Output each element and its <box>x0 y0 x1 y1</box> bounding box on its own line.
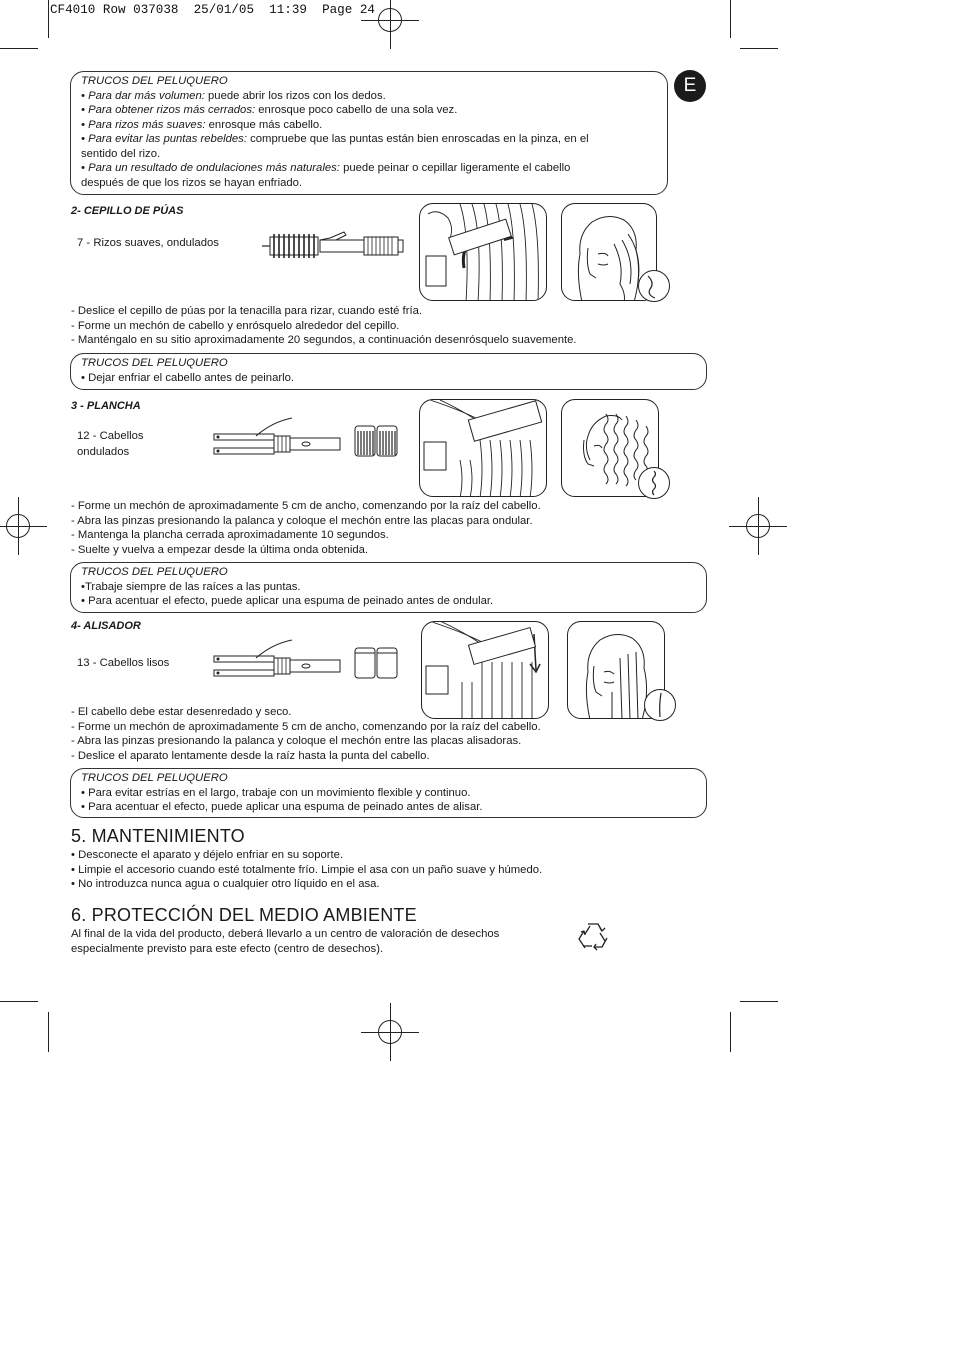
section-title-crimper: 3 - PLANCHA <box>71 400 141 412</box>
step-line: - Forme un mechón de aproximadamente 5 cm de ancho, comenzando por la raíz del cabello. <box>71 720 541 733</box>
crop-mark <box>740 1001 778 1002</box>
brush-attachment-illustration <box>262 226 404 266</box>
maintenance-list <box>71 848 542 892</box>
registration-mark-icon <box>746 514 770 538</box>
step-line: - Forme un mechón de cabello y enrósquelo alrededor del cepillo. <box>71 319 400 332</box>
step-line: - Mantenga la plancha cerrada aproximadamente 10 segundos. <box>71 529 389 542</box>
crop-mark <box>740 48 778 49</box>
language-badge: E <box>674 70 706 102</box>
tips-box-brush <box>70 353 707 390</box>
tip-line: • Para evitar las puntas rebeldes: compruebe que las puntas están bien enroscadas en la pinza, en el <box>81 133 589 145</box>
tips-title: TRUCOS DEL PELUQUERO <box>81 75 228 87</box>
result-label-straightener: 13 - Cabellos lisos <box>77 657 170 669</box>
illustration-crimper-use <box>419 399 547 497</box>
print-header: CF4010 Row 037038 25/01/05 11:39 Page 24 <box>50 3 375 17</box>
tip-line: • Dejar enfriar el cabello antes de peinarlo. <box>81 371 295 384</box>
section-title-straightener: 4- ALISADOR <box>71 620 141 632</box>
tip-line: • Para un resultado de ondulaciones más naturales: puede peinar o cepillar ligeramente el cabello <box>81 162 571 174</box>
list-item: • No introduzca nunca agua o cualquier otro líquido en el asa. <box>71 878 380 891</box>
step-line: - Forme un mechón de aproximadamente 5 cm de ancho, comenzando por la raíz del cabello. <box>71 500 541 512</box>
environment-paragraph: Al final de la vida del producto, deberá llevarlo a un centro de valoración de desechos especialmente previsto para este efecto (centro de desechos). <box>71 928 500 955</box>
tips-title: TRUCOS DEL PELUQUERO <box>81 357 228 369</box>
tip-line: después de que los rizos se hayan enfriado. <box>81 176 303 189</box>
crop-mark <box>0 48 38 49</box>
tip-line: • Para acentuar el efecto, puede aplicar una espuma de peinado antes de alisar. <box>81 801 483 813</box>
hair-strand-badge-straightener <box>644 689 676 721</box>
crop-mark <box>730 0 731 38</box>
tips-box-crimper <box>70 562 707 613</box>
step-line: - Manténgalo en su sitio aproximadamente 20 segundos, a continuación desenrósquelo suavemente. <box>71 334 577 347</box>
illustration-brush-use <box>419 203 547 301</box>
step-line: - Suelte y vuelva a empezar desde la última onda obtenida. <box>71 543 369 556</box>
steps-crimper <box>71 499 541 557</box>
step-line: - Deslice el cepillo de púas por la tenacilla para rizar, cuando esté fría. <box>71 305 423 317</box>
hair-strand-badge-crimper <box>638 467 670 499</box>
tips-box-straightener <box>70 768 707 818</box>
step-line: - Deslice el aparato lentamente desde la raíz hasta la punta del cabello. <box>71 749 430 762</box>
step-line: - Abra las pinzas presionando la palanca y coloque el mechón entre las placas para ondular. <box>71 514 533 527</box>
straightener-attachment-illustration <box>212 638 346 688</box>
straightener-plates-illustration <box>354 647 398 679</box>
step-line: - Abra las pinzas presionando la palanca y coloque el mechón entre las placas alisadoras. <box>71 735 522 748</box>
crimper-attachment-illustration <box>212 416 346 466</box>
crop-mark <box>730 1012 731 1052</box>
tips-box-curling <box>70 71 668 195</box>
steps-brush <box>71 304 577 348</box>
list-item: • Desconecte el aparato y déjelo enfriar en su soporte. <box>71 849 344 861</box>
tip-line: • Para acentuar el efecto, puede aplicar una espuma de peinado antes de ondular. <box>81 595 494 607</box>
tip-line: • Para dar más volumen: puede abrir los rizos con los dedos. <box>81 89 386 102</box>
tip-line: sentido del rizo. <box>81 147 161 160</box>
step-line: - El cabello debe estar desenredado y seco. <box>71 706 292 718</box>
recycle-icon <box>574 920 612 956</box>
tip-line: •Trabaje siempre de las raíces a las puntas. <box>81 580 301 593</box>
tips-title: TRUCOS DEL PELUQUERO <box>81 566 228 578</box>
tip-line: • Para obtener rizos más cerrados: enrosque poco cabello de una sola vez. <box>81 104 458 116</box>
heading-environment: 6. PROTECCIÓN DEL MEDIO AMBIENTE <box>71 905 417 925</box>
tip-line: • Para evitar estrías en el largo, trabaje con un movimiento flexible y continuo. <box>81 786 471 799</box>
tip-line: • Para rizos más suaves: enrosque más cabello. <box>81 118 323 131</box>
registration-mark-icon <box>378 8 402 32</box>
hair-strand-badge-brush <box>638 270 670 302</box>
section-title-brush: 2- CEPILLO DE PÚAS <box>71 205 184 217</box>
result-label-crimper: 12 - Cabellos ondulados <box>77 430 144 458</box>
crimper-plates-illustration <box>354 425 398 457</box>
list-item: • Limpie el accesorio cuando esté totalmente frío. Limpie el asa con un paño suave y húmedo. <box>71 863 543 876</box>
heading-maintenance: 5. MANTENIMIENTO <box>71 826 245 846</box>
steps-straightener <box>71 705 541 763</box>
tips-title: TRUCOS DEL PELUQUERO <box>81 772 228 784</box>
registration-mark-icon <box>6 514 30 538</box>
crop-mark <box>0 1001 38 1002</box>
crop-mark <box>48 0 49 38</box>
registration-mark-icon <box>378 1020 402 1044</box>
crop-mark <box>48 1012 49 1052</box>
result-label-brush: 7 - Rizos suaves, ondulados <box>77 237 219 249</box>
